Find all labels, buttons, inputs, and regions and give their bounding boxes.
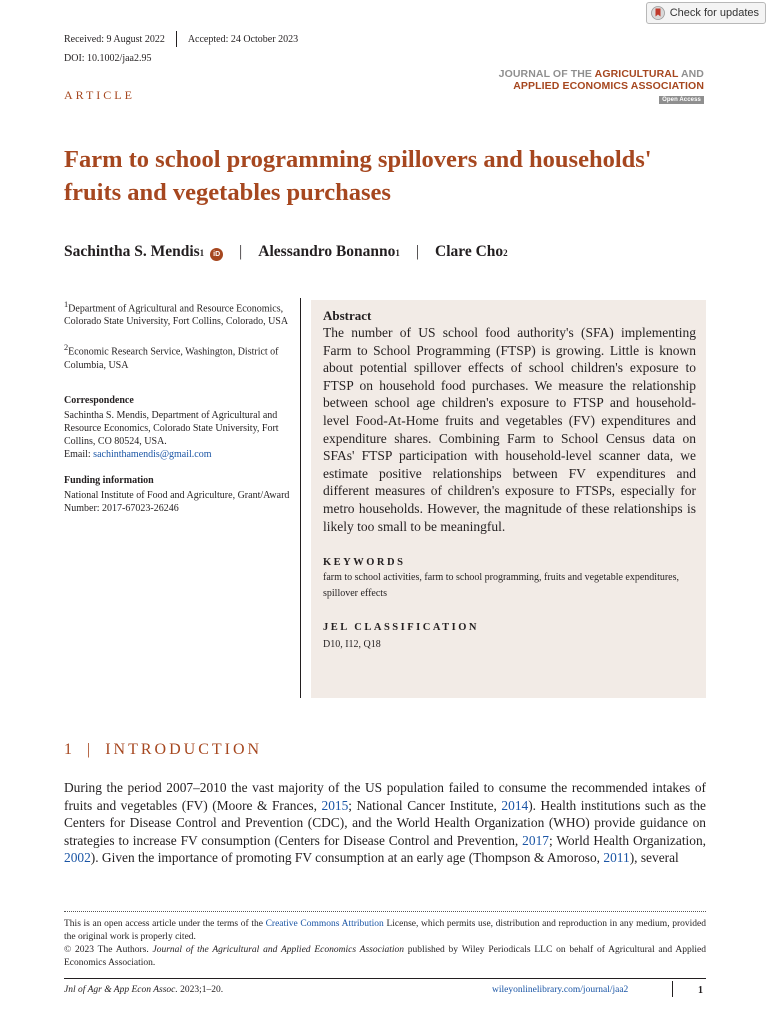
license-footnote: This is an open access article under the terms of the Creative Commons Attribution License, which permits use, distribution and reproduction in any medium, provided the original work is properly cited. © 2023 The Authors. Journal of the Agricultural and Applied Economics Association published by Wiley Periodicals LLC on behalf of Agricultural and Applied Economics Association. xyxy=(64,919,706,968)
abstract-heading: Abstract xyxy=(323,308,372,323)
section-heading xyxy=(64,741,262,759)
accepted-date: Accepted: 24 October 2023 xyxy=(187,33,299,45)
abstract-box xyxy=(311,300,706,698)
email-link[interactable]: sachinthamendis@gmail.com xyxy=(93,448,212,460)
journal-url-link[interactable]: wileyonlinelibrary.com/journal/jaa2 xyxy=(492,985,629,995)
journal-logo-line2: APPLIED ECONOMICS ASSOCIATION xyxy=(513,80,704,92)
publication-dates xyxy=(64,31,298,47)
date-divider xyxy=(176,31,177,47)
doi: DOI: 10.1002/jaa2.95 xyxy=(64,53,152,64)
section-separator: | xyxy=(87,741,94,758)
footer-divider xyxy=(64,978,706,979)
correspondence xyxy=(64,394,292,461)
introduction-paragraph: During the period 2007–2010 the vast majority of the US population failed to consume the recommended intakes of fruits and vegetables (FV) (Moore & Frances, 2015; National Cancer Institute, 2014). Health institutions such as the Centers for Disease Control and Prevention (CDC), and the World Health Organization (WHO) provide guidance on strategies to increase FV consumption (Centers for Disease Control and Prevention, 2017; World Health Organization, 2002). Given the importance of promoting FV consumption at an early age (Thompson & Amoroso, 2011), several xyxy=(64,780,707,865)
journal-logo-line1: JOURNAL OF THE AGRICULTURAL AND xyxy=(498,68,704,80)
funding-information xyxy=(64,474,292,515)
correspondence-label: Correspondence xyxy=(64,394,134,406)
author-name[interactable]: Clare Cho xyxy=(435,243,504,260)
affiliation: $^2$Economic Research Service, Washington, District of Columbia, USA xyxy=(64,343,279,371)
section-number: 1 xyxy=(64,741,75,758)
citation-link[interactable]: 2014 xyxy=(501,797,529,813)
author-separator: | xyxy=(415,243,419,260)
journal-citation: Jnl of Agr & App Econ Assoc. 2023;1–20. xyxy=(64,985,224,995)
crossmark-icon xyxy=(651,6,665,20)
column-divider xyxy=(300,298,301,698)
footer-separator xyxy=(672,981,673,997)
keywords-heading: KEYWORDS xyxy=(323,557,406,569)
license-link[interactable]: Creative Commons Attribution xyxy=(265,919,384,929)
article-type: ARTICLE xyxy=(64,88,135,102)
author-name[interactable]: Alessandro Bonanno xyxy=(258,243,396,260)
received-date: Received: 9 August 2022 xyxy=(64,33,165,45)
check-for-updates-button[interactable] xyxy=(646,2,766,24)
check-for-updates-label: Check for updates xyxy=(669,7,759,19)
author-affiliation-sup: 1 xyxy=(395,248,400,258)
funding-label: Funding information xyxy=(64,474,154,486)
front-matter-sidebar xyxy=(64,298,292,528)
open-access-badge: Open Access xyxy=(659,96,704,104)
article-title: Farm to school programming spillovers and households' fruits and vegetables purchases xyxy=(64,146,652,206)
author-affiliation-sup: 2 xyxy=(503,248,508,258)
keywords-text: farm to school activities, farm to school programming, fruits and vegetable expenditures, spillover effects xyxy=(323,572,680,600)
citation-link[interactable]: 2011 xyxy=(603,850,630,865)
citation-link[interactable]: 2017 xyxy=(522,832,549,848)
author-separator: | xyxy=(239,243,243,260)
citation-link[interactable]: 2002 xyxy=(64,850,91,865)
journal-logo xyxy=(484,68,704,104)
author-affiliation-sup: 1 xyxy=(199,248,205,258)
affiliation: $^1$Department of Agricultural and Resource Economics, Colorado State University, Fort Collins, Colorado, USA xyxy=(64,300,289,328)
author-name[interactable]: Sachintha S. Mendis xyxy=(64,243,200,260)
jel-codes: D10, I12, Q18 xyxy=(323,639,381,651)
correspondence-text: Sachintha S. Mendis, Department of Agricultural and Resource Economics, Colorado State University, Fort Collins, CO 80524, USA. Email: sachinthamendis@gmail.com xyxy=(64,409,279,460)
section-title: INTRODUCTION xyxy=(105,741,263,758)
citation-link[interactable]: 2015 xyxy=(321,797,349,813)
author-list xyxy=(64,243,508,261)
orcid-icon[interactable]: iD xyxy=(210,248,223,261)
funding-text: National Institute of Food and Agriculture, Grant/Award Number: 2017-67023-26246 xyxy=(64,489,290,514)
footnote-divider xyxy=(64,911,706,912)
abstract-text: The number of US school food authority's (SFA) implementing Farm to School Programming (FTSP) is growing. Little is known about potential spillover effects of school children's exposure to FTSP on household food purchases. We measure the relationship between school age children's exposure to FTSP and household-level Food-At-Home fruits and vegetables (FV) expenditures and expenditure shares. Combining Farm to School Census data on SFAs' FTSP participation with household-level scanner data, we estimate positive relationships between FV expenditures and different measures of children's exposure to FTSPs, especially for metro households. However, the magnitude of these relationships is likely too small to be meaningful. xyxy=(323,325,696,534)
jel-heading: JEL CLASSIFICATION xyxy=(323,622,479,634)
page-number: 1 xyxy=(698,985,703,996)
